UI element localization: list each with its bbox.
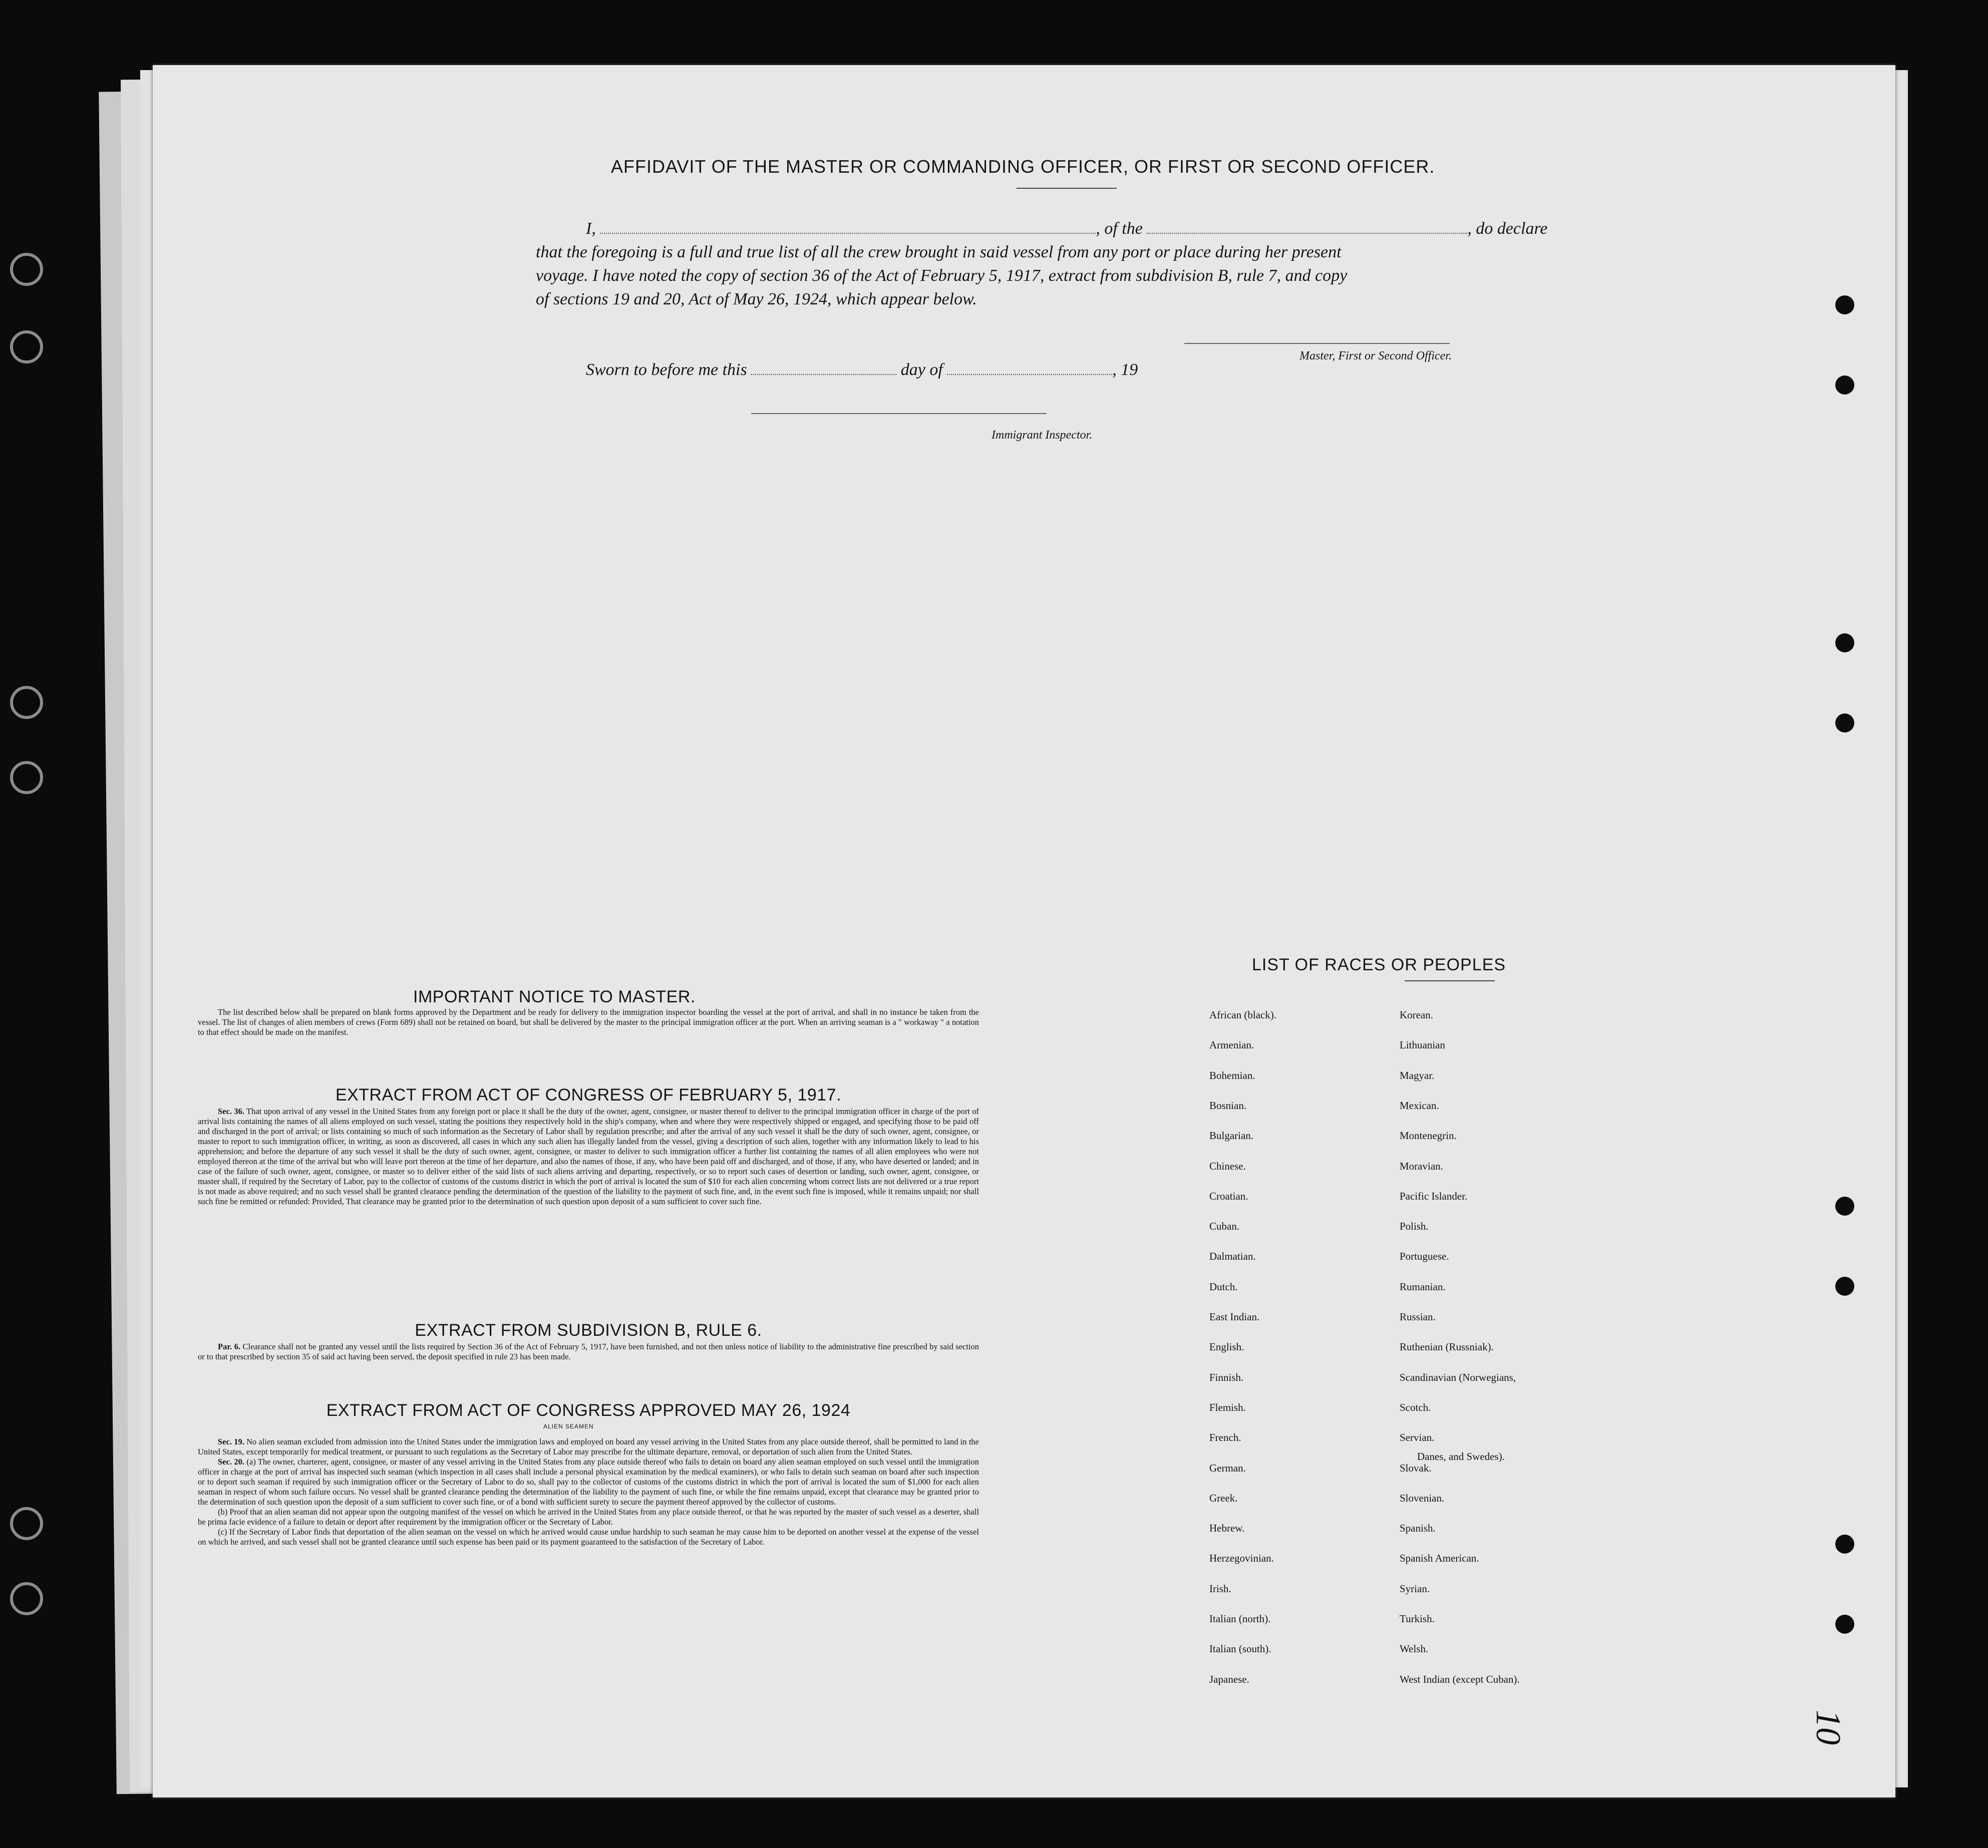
race-item: Bulgarian. — [1209, 1130, 1254, 1142]
affidavit-line2: that the foregoing is a full and true list of all the crew brought in said vessel from any port or place during her present — [536, 243, 1342, 261]
race-item: English. — [1209, 1341, 1244, 1353]
punch-hole — [1835, 1197, 1854, 1216]
extract-1924-body — [198, 1437, 979, 1547]
race-item: Servian. — [1400, 1431, 1435, 1444]
race-item: Syrian. — [1400, 1582, 1430, 1595]
sec-20c-text: (c) If the Secretary of Labor finds that deportation of the alien seaman on the vessel on which he arrived would cause undue hardship to such seaman he may cause him to be deported on another vessel at the expense of the vessel on which he arrived, and such vessel shall not be granted clearance until such expense has been paid or its payment guaranteed to the satisfaction of the Secretary of Labor. — [198, 1527, 979, 1547]
race-item: Bosnian. — [1209, 1099, 1247, 1112]
name-field[interactable] — [600, 233, 1096, 234]
binder-hole — [10, 330, 43, 363]
punch-hole — [1835, 295, 1854, 314]
race-item: Korean. — [1400, 1009, 1434, 1021]
sec-19-label: Sec. 19. — [218, 1437, 244, 1446]
sworn-line — [586, 360, 1138, 380]
race-item: Rumanian. — [1400, 1280, 1446, 1293]
binder-hole — [10, 253, 43, 286]
sec-20b-text: (b) Proof that an alien seaman did not appear upon the outgoing manifest of the vessel on which he arrived in the United States from any place outside thereof, or that he was reported by the master of such vessel as a deserter, shall be prima facie evidence of a failure to detain or deport after requirement by the immigration officer or the Secretary of Labor. — [198, 1507, 979, 1527]
race-item: Ruthenian (Russniak). — [1400, 1341, 1494, 1353]
page-stamp: 10 — [1809, 1710, 1847, 1745]
race-item: Turkish. — [1400, 1613, 1435, 1625]
sec-36-text: That upon arrival of any vessel in the United States from any foreign port or place it shall be the duty of the owner, agent, consignee, or master thereof to deliver to the principal immigration officer in charge of the port of arrival lists containing the names of all aliens employed on such vessel, stating the positions they respectively hold in the ship's company, when and where they were respectively shipped or engaged, and specifying those to be paid off and discharged in the port of arrival; or lists containing so much of such information as the Secretary of Labor shall by regulation prescribe; and after the arrival of any such vessel it shall be the duty of such owner, agent, consignee, or master to report to such immigration officer, in writing, as soon as discovered, all cases in which any such alien has illegally landed from the vessel, giving a description of such alien, together with any information likely to lead to his apprehension; and before the departure of any such vessel it shall be the duty of such owner, agent, consignee, or master to deliver to such immigration officer a further list containing the names of all alien employees who were not employed thereon at the time of the arrival but who will leave port thereon at the time of her departure, and also the names of those, if any, who have been paid off and discharged, and of those, if any, who have deserted or landed; and in case of the failure of such owner, agent, consignee, or master so to deliver either of the said lists of such aliens arriving and departing, respectively, or so to report such cases of desertion or landing, such owner, agent, consignee, or master shall, if required by the Secretary of Labor, pay to the collector of customs of the customs district in which the port of arrival is located the sum of $10 for each alien concerning whom correct lists are not delivered or a true report is not made as above required; and no such vessel shall be granted clearance pending the determination of the question of the liability to the payment of such fine, and, in the event such fine is imposed, while it remains unpaid; nor shall such fine be remitted or refunded: Provided, That clearance may be granted prior to the determination of such question upon deposit of a sum sufficient to cover such fine. — [198, 1106, 979, 1206]
notice-text: The list described below shall be prepared on blank forms approved by the Department and be ready for delivery to the immigration inspector boarding the vessel at the port of arrival, and shall in no instance be taken from the vessel. The list of changes of alien members of crews (Form 689) shall not be retained on board, but shall be delivered by the master to the principal immigration officer at the port. When an arriving seaman is a " workaway " a notation to that effect should be made on the manifest. — [198, 1007, 979, 1037]
punch-hole — [1835, 1277, 1854, 1296]
inspector-signature-line[interactable] — [751, 413, 1047, 414]
race-item: East Indian. — [1209, 1311, 1260, 1323]
affidavit-line1 — [586, 219, 1548, 238]
sec-20-label: Sec. 20. — [218, 1457, 244, 1466]
race-item: Portuguese. — [1400, 1250, 1449, 1263]
race-item: Dutch. — [1209, 1280, 1238, 1293]
race-item: Dalmatian. — [1209, 1250, 1256, 1263]
master-signature-label: Master, First or Second Officer. — [1299, 349, 1452, 362]
sworn-year: , 19 — [1112, 360, 1138, 379]
affidavit-line3: voyage. I have noted the copy of section 36 of the Act of February 5, 1917, extract from subdivision B, rule 7, and copy — [536, 266, 1348, 285]
extract-rule6-title: EXTRACT FROM SUBDIVISION B, RULE 6. — [415, 1321, 762, 1340]
affidavit-title: AFFIDAVIT OF THE MASTER OR COMMANDING OFFICER, OR FIRST OR SECOND OFFICER. — [611, 156, 1435, 177]
race-item: Flemish. — [1209, 1401, 1246, 1413]
divider — [1017, 188, 1117, 189]
inspector-label: Immigrant Inspector. — [991, 429, 1093, 442]
races-title: LIST OF RACES OR PEOPLES — [1252, 955, 1506, 974]
divider — [1405, 980, 1495, 981]
vessel-field[interactable] — [1147, 233, 1467, 234]
binder-hole — [10, 761, 43, 794]
affidavit-of-the: , of the — [1096, 219, 1143, 238]
race-item: Welsh. — [1400, 1643, 1429, 1655]
race-item: Mexican. — [1400, 1099, 1439, 1112]
binder-hole — [10, 1507, 43, 1540]
race-item: French. — [1209, 1431, 1241, 1444]
race-item: Finnish. — [1209, 1371, 1244, 1383]
sworn-month-field[interactable] — [947, 374, 1112, 375]
sec-20a-text: (a) The owner, charterer, agent, consignee, or master of any vessel arriving in the United States from any place outside thereof who fails to detain on board any alien seaman employed on such vessel until the immigration officer in charge at the port of arrival has inspected such seaman (which inspection in all cases shall include a personal physical examination by the medical examiners), or who fails to detain such seaman on board after such inspection or to deport such seaman if required by such immigration officer or the Secretary of Labor to do so, shall pay to the collector of customs of the customs district in which the port of arrival is located the sum of $1,000 for each alien seaman in respect of whom such failure occurs. No vessel shall be granted clearance pending the determination of the liability to the payment of such fine, or while the fine remains unpaid, except that clearance may be granted prior to the determination of such question upon the deposit of a sum sufficient to cover such fine, or of a bond with sufficient surety to secure the payment thereof approved by the collector of customs. — [198, 1457, 979, 1507]
race-item: Japanese. — [1209, 1673, 1249, 1685]
extract-1924-title: EXTRACT FROM ACT OF CONGRESS APPROVED MAY 26, 1924 — [326, 1401, 851, 1420]
race-item: Magyar. — [1400, 1069, 1435, 1081]
race-item: Moravian. — [1400, 1160, 1443, 1172]
race-item: Croatian. — [1209, 1190, 1248, 1202]
punch-hole — [1835, 376, 1854, 395]
sec-36-label: Sec. 36. — [218, 1106, 244, 1116]
sworn-prefix: Sworn to before me this — [586, 360, 747, 379]
race-item: Herzegovinian. — [1209, 1552, 1274, 1565]
race-item: Armenian. — [1209, 1039, 1254, 1051]
binder-hole — [10, 686, 43, 719]
punch-hole — [1835, 633, 1854, 652]
race-item: Pacific Islander. — [1400, 1190, 1468, 1202]
race-item: Montenegrin. — [1400, 1130, 1457, 1142]
race-item: Spanish. — [1400, 1522, 1436, 1535]
race-item: Irish. — [1209, 1582, 1231, 1595]
race-item: Greek. — [1209, 1492, 1238, 1504]
race-item: African (black). — [1209, 1009, 1277, 1021]
race-scandinavian-cont: Danes, and Swedes). — [1417, 1450, 1505, 1462]
extract-rule6-body — [198, 1342, 979, 1362]
race-item: Scotch. — [1400, 1401, 1431, 1413]
manifest-page — [153, 65, 1895, 1797]
race-item: Chinese. — [1209, 1160, 1246, 1172]
alien-seamen-subtitle: ALIEN SEAMEN — [543, 1423, 594, 1430]
par-6-text: Clearance shall not be granted any vessel until the lists required by Section 36 of the Act of February 5, 1917, have been furnished, and not then unless notice of liability to the administrative fine prescribed by said section or to that prescribed by section 35 of said act having been served, the deposit specified in rule 23 has been made. — [198, 1342, 979, 1361]
punch-hole — [1835, 1535, 1854, 1554]
sworn-day-field[interactable] — [751, 374, 896, 375]
race-item: West Indian (except Cuban). — [1400, 1673, 1520, 1685]
race-item: Cuban. — [1209, 1220, 1240, 1233]
race-item: Russian. — [1400, 1311, 1436, 1323]
extract-1917-title: EXTRACT FROM ACT OF CONGRESS OF FEBRUARY 5, 1917. — [335, 1085, 842, 1104]
extract-1917-body — [198, 1106, 979, 1207]
race-item: Spanish American. — [1400, 1552, 1479, 1565]
race-item: Italian (north). — [1209, 1613, 1271, 1625]
affidavit-i: I, — [586, 219, 596, 238]
race-item: Scandinavian (Norwegians, — [1400, 1371, 1516, 1383]
affidavit-line4: of sections 19 and 20, Act of May 26, 1924, which appear below. — [536, 290, 977, 308]
par-6-label: Par. 6. — [218, 1342, 241, 1351]
sec-19-text: No alien seaman excluded from admission into the United States under the immigration laws and employed on board any vessel arriving in the United States from any place outside thereof, shall be permitted to land in the United States, except temporarily for medical treatment, or pursuant to such regulations as the Secretary of Labor may prescribe for the ultimate departure, removal, or deportation of such alien from the United States. — [198, 1437, 979, 1456]
master-signature-line[interactable] — [1184, 343, 1450, 344]
punch-hole — [1835, 713, 1854, 732]
race-item: Bohemian. — [1209, 1069, 1255, 1081]
race-item: Slovak. — [1400, 1461, 1432, 1474]
punch-hole — [1835, 1615, 1854, 1634]
race-item: German. — [1209, 1461, 1246, 1474]
race-item: Lithuanian — [1400, 1039, 1445, 1051]
race-item: Hebrew. — [1209, 1522, 1245, 1535]
race-item: Polish. — [1400, 1220, 1429, 1233]
race-item: Italian (south). — [1209, 1643, 1271, 1655]
affidavit-declare: , do declare — [1467, 219, 1548, 238]
race-item: Slovenian. — [1400, 1492, 1445, 1504]
binder-hole — [10, 1582, 43, 1615]
notice-title: IMPORTANT NOTICE TO MASTER. — [413, 987, 696, 1006]
sworn-day-of: day of — [900, 360, 943, 379]
